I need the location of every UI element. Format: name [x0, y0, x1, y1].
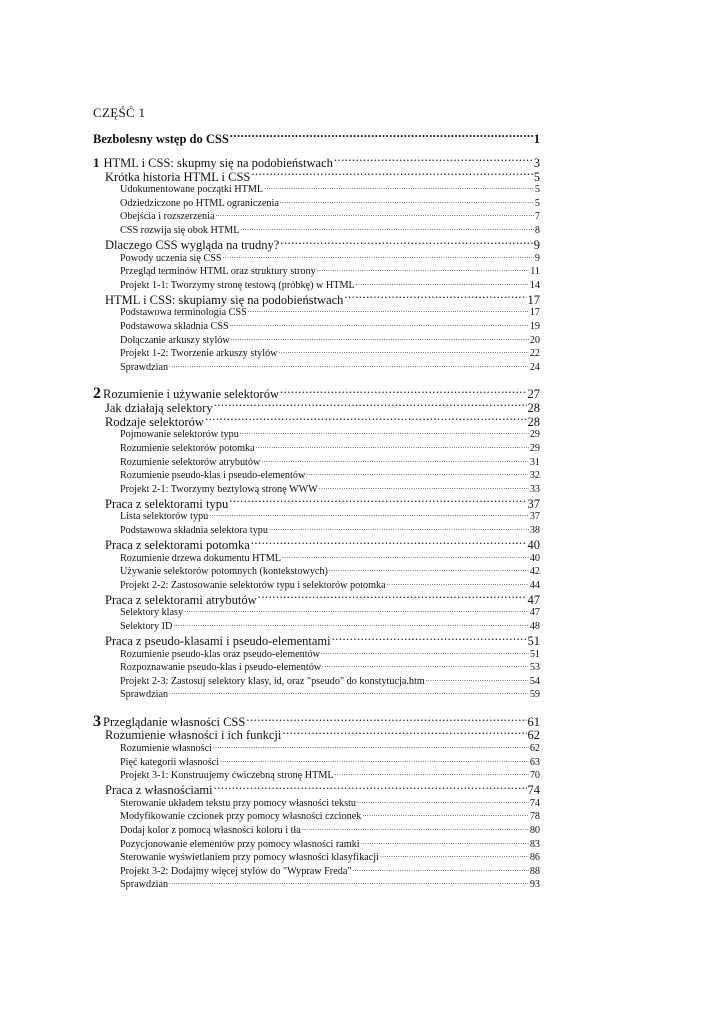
- toc-entry-title: Dołączanie arkuszy stylów: [120, 334, 230, 346]
- toc-entry[interactable]: [93, 182, 540, 196]
- toc-page-number: 24: [529, 361, 540, 373]
- toc-entry-title: Rozumienie pseudo-klas i pseudo-elementów: [120, 470, 306, 482]
- toc-page-number: 59: [529, 689, 540, 701]
- toc-page-number: 47: [527, 592, 540, 607]
- toc-page-number: 33: [529, 483, 540, 495]
- toc-page-number: 51: [529, 648, 540, 660]
- toc-page-number: 78: [529, 811, 540, 823]
- dot-leader: [387, 578, 529, 588]
- toc-page-number: 62: [529, 742, 540, 754]
- toc-page-number: 29: [529, 442, 540, 454]
- dot-leader: [279, 346, 529, 356]
- toc-entry[interactable]: [93, 864, 540, 878]
- toc-page-number: 17: [529, 307, 540, 319]
- toc-page-number: 37: [527, 496, 540, 511]
- dot-leader: [251, 168, 532, 181]
- dot-leader: [356, 278, 529, 288]
- toc-page-number: 83: [529, 838, 540, 850]
- toc-entry-title: Powody uczenia się CSS: [120, 252, 222, 264]
- toc-entry[interactable]: [93, 536, 540, 550]
- toc-entry-title: Podstawowa składnia selektora typu: [120, 524, 268, 536]
- toc-entry[interactable]: [93, 632, 540, 646]
- toc-entry[interactable]: [93, 319, 540, 333]
- toc-entry-title: Sprawdzian: [120, 879, 169, 891]
- toc-entry[interactable]: [93, 427, 540, 441]
- dot-leader: [213, 741, 529, 751]
- toc-page-number: 38: [529, 524, 540, 536]
- chapter-number: 3: [93, 712, 101, 730]
- toc-entry-title: HTML i CSS: skupmy się na podobieństwach: [103, 155, 333, 170]
- dot-leader: [169, 360, 529, 370]
- toc-entry-title: Sterowanie układem tekstu przy pomocy własności tekstu: [120, 797, 356, 809]
- dot-leader: [240, 427, 529, 437]
- toc-entry-title: Dlaczego CSS wygląda na trudny?: [105, 237, 280, 252]
- toc-page-number: 5: [534, 184, 540, 196]
- dot-leader: [322, 660, 529, 670]
- dot-leader: [240, 223, 533, 233]
- toc-entry-title: Praca z pseudo-klasami i pseudo-elementami: [105, 633, 331, 648]
- toc-entry[interactable]: [93, 727, 540, 741]
- toc-entry[interactable]: [93, 441, 540, 455]
- toc-entry[interactable]: [93, 523, 540, 537]
- toc-page-number: 70: [529, 770, 540, 782]
- dot-leader: [282, 727, 526, 740]
- dot-leader: [329, 564, 529, 574]
- toc-entry-title: Rozumienie selektorów potomka: [120, 442, 255, 454]
- toc-entry[interactable]: [93, 346, 540, 360]
- toc-entry-title: Rozumienie drzewa dokumentu HTML: [120, 552, 281, 564]
- toc-page-number: 3: [533, 155, 540, 170]
- toc-page-number: 62: [527, 728, 540, 743]
- dot-leader: [256, 441, 529, 451]
- toc-entry-title: Obejścia i rozszerzenia: [120, 211, 215, 223]
- toc-page-number: 54: [529, 675, 540, 687]
- dot-leader: [357, 796, 529, 806]
- toc-entry[interactable]: [93, 660, 540, 674]
- toc-entry-title: Udokumentowane początki HTML: [120, 184, 264, 196]
- toc-entry-title: Rozumienie własności i ich funkcji: [105, 728, 282, 743]
- toc-page-number: 28: [527, 400, 540, 415]
- toc-entry[interactable]: [93, 264, 540, 278]
- dot-leader: [258, 591, 527, 604]
- dot-leader: [220, 754, 529, 764]
- toc-page-number: 61: [527, 714, 540, 729]
- toc-entry[interactable]: [93, 360, 540, 374]
- toc-entry-title: Projekt 2-1: Tworzymy beztylową stronę WWW: [120, 483, 318, 495]
- toc-page-number: 42: [529, 566, 540, 578]
- toc-entry[interactable]: [93, 564, 540, 578]
- dot-leader: [214, 782, 527, 795]
- toc-entry[interactable]: [93, 619, 540, 633]
- toc-entry-title: Praca z selektorami atrybutów: [105, 592, 257, 607]
- toc-entry-title: Praca z selektorami potomka: [105, 537, 250, 552]
- toc-entry[interactable]: [93, 291, 540, 305]
- dot-leader: [362, 809, 529, 819]
- toc-entry[interactable]: [93, 605, 540, 619]
- toc-page-number: 11: [530, 266, 540, 278]
- toc-entry-title: Projekt 2-2: Zastosowanie selektorów typu i selektorów potomka: [120, 579, 386, 591]
- toc-entry[interactable]: [93, 332, 540, 346]
- dot-leader: [223, 250, 534, 260]
- toc-entry-title: Odziedziczone po HTML ograniczenia: [120, 197, 279, 209]
- dot-leader: [229, 495, 526, 508]
- dot-leader: [317, 264, 530, 274]
- toc-entry[interactable]: [93, 278, 540, 292]
- dot-leader: [426, 674, 529, 684]
- toc-entry-title: Pozycjonowanie elementów przy pomocy własności ramki: [120, 838, 360, 850]
- toc-page-number: 9: [533, 237, 540, 252]
- toc-page-number: 51: [527, 633, 540, 648]
- dot-leader: [280, 236, 532, 249]
- toc-entry-title: Rozumienie pseudo-klas oraz pseudo-elementów: [120, 648, 321, 660]
- dot-leader: [205, 413, 527, 426]
- toc-entry-title: Projekt 3-1: Konstruujemy ćwiczebną stronę HTML: [120, 770, 334, 782]
- toc-page-number: 37: [529, 511, 540, 523]
- toc-entry-title: Jak działają selektory: [105, 400, 213, 415]
- toc-entry-title: Rodzaje selektorów: [105, 414, 204, 429]
- dot-leader: [169, 877, 529, 887]
- toc-entry-title: Praca z własnościami: [105, 783, 213, 798]
- toc-entry[interactable]: [93, 468, 540, 482]
- toc-entry-title: Rozpoznawanie pseudo-klas i pseudo-elementów: [120, 662, 322, 674]
- toc-entry-title: Projekt 3-2: Dodajmy więcej stylów do "Wypraw Freda": [120, 865, 352, 877]
- toc-entry[interactable]: [93, 836, 540, 850]
- toc-entry-title: Lista selektorów typu: [120, 511, 209, 523]
- toc-entry[interactable]: [93, 809, 540, 823]
- dot-leader: [231, 332, 529, 342]
- toc-page-number: 1: [533, 131, 540, 146]
- toc-page-number: 80: [529, 824, 540, 836]
- toc-entry-title: Projekt 2-3: Zastosuj selektory klasy, id, oraz "pseudo" do konstytucja.htm: [120, 675, 425, 687]
- toc-entry[interactable]: [93, 646, 540, 660]
- dot-leader: [302, 823, 529, 833]
- toc-page-number: 28: [527, 414, 540, 429]
- toc-page-number: 27: [527, 387, 540, 402]
- dot-leader: [380, 850, 529, 860]
- toc-entry-title: Rozumienie własności: [120, 742, 212, 754]
- toc-entry[interactable]: [93, 782, 540, 796]
- dot-leader: [321, 646, 529, 656]
- toc-entry-title: Pojmowanie selektorów typu: [120, 429, 239, 441]
- toc-entry[interactable]: [93, 591, 540, 605]
- dot-leader: [230, 319, 529, 329]
- dot-leader: [280, 196, 534, 206]
- toc-page-number: 88: [529, 865, 540, 877]
- dot-leader: [269, 523, 529, 533]
- toc-entry[interactable]: [93, 495, 540, 509]
- toc-page-number: 29: [529, 429, 540, 441]
- chapter-number: 2: [93, 385, 101, 403]
- dot-leader: [332, 632, 527, 645]
- toc-entry[interactable]: [93, 250, 540, 264]
- toc-entry-title: HTML i CSS: skupiamy się na podobieństwach: [105, 292, 344, 307]
- dot-leader: [319, 482, 529, 492]
- toc-entry-title: Projekt 1-1: Tworzymy stronę testową (próbkę) w HTML: [120, 279, 355, 291]
- toc-entry-title: Sprawdzian: [120, 361, 169, 373]
- toc-entry[interactable]: [93, 168, 540, 182]
- dot-leader: [261, 454, 528, 464]
- toc-page-number: 74: [529, 797, 540, 809]
- toc-entry-title: Sprawdzian: [120, 689, 169, 701]
- toc-entry[interactable]: [93, 385, 540, 403]
- toc-page-number: 31: [529, 456, 540, 468]
- toc-page-number: 93: [529, 879, 540, 891]
- toc-entry-title: Selektory ID: [120, 620, 173, 632]
- toc-entry-title: Sterowanie wyświetlaniem przy pomocy własności klasyfikacji: [120, 852, 379, 864]
- toc-page-number: 40: [529, 552, 540, 564]
- toc-entry-title: Krótka historia HTML i CSS: [105, 169, 251, 184]
- dot-leader: [353, 864, 529, 874]
- dot-leader: [361, 836, 529, 846]
- toc-entry-title: Rozumienie selektorów atrybutów: [120, 456, 261, 468]
- toc-entry[interactable]: [93, 578, 540, 592]
- toc-page-number: 9: [534, 252, 540, 264]
- toc-page-number: 48: [529, 620, 540, 632]
- dot-leader: [246, 713, 526, 726]
- dot-leader: [169, 687, 529, 697]
- toc-entry-title: Pięć kategorii własności: [120, 756, 220, 768]
- toc-page-number: 20: [529, 334, 540, 346]
- toc-page-number: 5: [534, 197, 540, 209]
- toc-entry[interactable]: [93, 399, 540, 413]
- toc-page-number: 74: [527, 783, 540, 798]
- toc-entry-title: Selektory klasy: [120, 607, 184, 619]
- toc-page-number: 5: [533, 169, 540, 184]
- part-title: CZĘŚĆ 1: [93, 105, 146, 120]
- dot-leader: [344, 291, 526, 304]
- toc-entry-title: Praca z selektorami typu: [105, 496, 229, 511]
- toc-entry[interactable]: [93, 796, 540, 810]
- toc-entry[interactable]: [93, 712, 540, 730]
- toc-entry[interactable]: [93, 550, 540, 564]
- dot-leader: [264, 182, 534, 192]
- toc-page-number: 40: [527, 537, 540, 552]
- toc-page-number: 47: [529, 607, 540, 619]
- toc-entry-title: Projekt 1-2: Tworzenie arkuszy stylów: [120, 348, 278, 360]
- dot-leader: [184, 605, 529, 615]
- toc-page-number: 17: [527, 292, 540, 307]
- toc-page-number: 44: [529, 579, 540, 591]
- toc-entry[interactable]: [93, 196, 540, 210]
- toc-entry[interactable]: [93, 305, 540, 319]
- toc-entry[interactable]: [93, 454, 540, 468]
- toc-entry[interactable]: [93, 509, 540, 523]
- toc-entry[interactable]: [93, 130, 540, 144]
- dot-leader: [306, 468, 529, 478]
- dot-leader: [335, 768, 529, 778]
- dot-leader: [251, 536, 527, 549]
- toc-entry[interactable]: [93, 687, 540, 701]
- dot-leader: [334, 154, 533, 167]
- toc-page-number: 22: [529, 348, 540, 360]
- dot-leader: [280, 386, 527, 399]
- toc-page-number: 63: [529, 756, 540, 768]
- toc-entry-title: CSS rozwija się obok HTML: [120, 224, 240, 236]
- dot-leader: [209, 509, 529, 519]
- toc-entry[interactable]: [93, 674, 540, 688]
- toc-page-number: 32: [529, 470, 540, 482]
- chapter-number: 1: [93, 154, 100, 170]
- toc-entry-title: Przeglądanie własności CSS: [103, 714, 246, 729]
- toc-entry[interactable]: [93, 877, 540, 891]
- toc-entry[interactable]: [93, 482, 540, 496]
- toc-entry[interactable]: [93, 413, 540, 427]
- toc-entry-title: Dodaj kolor z pomocą własności koloru i tła: [120, 824, 301, 836]
- toc-entry[interactable]: [93, 741, 540, 755]
- toc-entry[interactable]: [93, 823, 540, 837]
- toc-entry-title: Modyfikowanie czcionek przy pomocy własności czcionek: [120, 811, 362, 823]
- toc-entry[interactable]: [93, 754, 540, 768]
- toc-entry[interactable]: [93, 236, 540, 250]
- toc-entry[interactable]: [93, 154, 540, 168]
- dot-leader: [214, 399, 527, 412]
- toc-page-number: 14: [529, 279, 540, 291]
- toc-page-number: 53: [529, 662, 540, 674]
- toc-entry[interactable]: [93, 768, 540, 782]
- toc-page-number: 8: [534, 224, 540, 236]
- dot-leader: [282, 550, 529, 560]
- toc-page-number: 19: [529, 320, 540, 332]
- dot-leader: [230, 130, 533, 143]
- dot-leader: [215, 209, 533, 219]
- toc-entry-title: Podstawowa składnia CSS: [120, 320, 229, 332]
- dot-leader: [248, 305, 529, 315]
- toc-entry[interactable]: [93, 850, 540, 864]
- dot-leader: [173, 619, 528, 629]
- toc-entry-title: Rozumienie i używanie selektorów: [103, 387, 279, 402]
- toc-entry[interactable]: [93, 223, 540, 237]
- toc-entry-title: Podstawowa terminologia CSS: [120, 307, 247, 319]
- toc-entry-title: Bezbolesny wstęp do CSS: [93, 131, 229, 146]
- toc-entry[interactable]: [93, 209, 540, 223]
- toc-page-number: 86: [529, 852, 540, 864]
- toc-page-number: 7: [534, 211, 540, 223]
- toc-entry-title: Przegląd terminów HTML oraz struktury strony: [120, 266, 316, 278]
- toc-entry-title: Używanie selektorów potomnych (kontekstowych): [120, 566, 328, 578]
